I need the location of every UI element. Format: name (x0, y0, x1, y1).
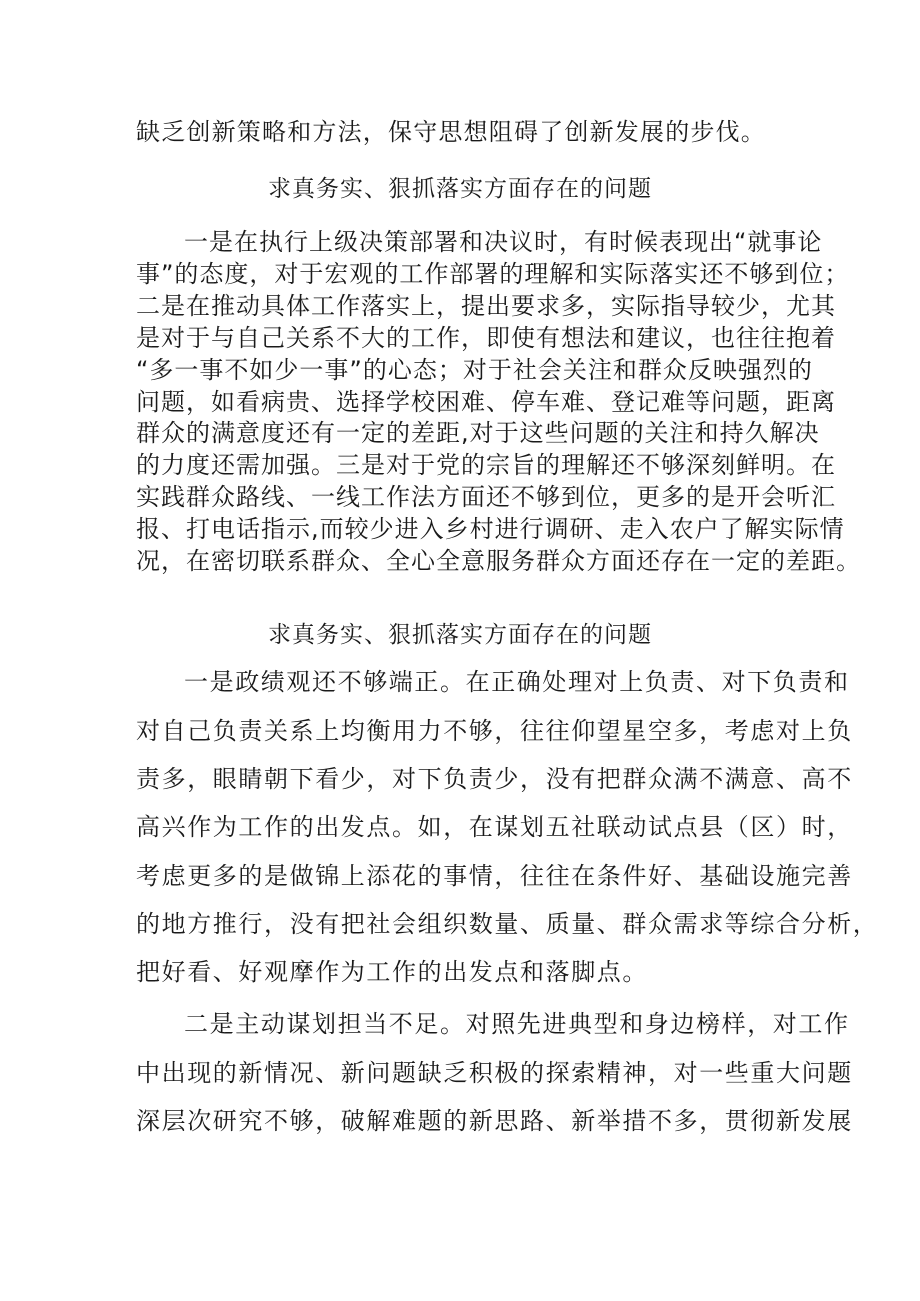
section1-line: “多一事不如少一事”的心态；对于社会关注和群众反映强烈的 (136, 356, 813, 384)
section2-line: 对自己负责关系上均衡用力不够，往往仰望星空多，考虑对上负 (136, 717, 853, 745)
section1-line: 是对于与自己关系不大的工作，即使有想法和建议，也往往抱着 (136, 324, 836, 352)
section1-line: 群众的满意度还有一定的差距,对于这些问题的关注和持久解决 (136, 419, 820, 447)
section1-line: 一是在执行上级决策部署和决议时，有时候表现出“就事论 (184, 228, 823, 256)
section1-line: 况，在密切联系群众、全心全意服务群众方面还存在一定的差距。 (136, 547, 861, 575)
section1-line: 实践群众路线、一线工作法方面还不够到位，更多的是开会听汇 (136, 483, 836, 511)
section1-heading: 求真务实、狠抓落实方面存在的问题 (268, 176, 652, 202)
section1-line: 二是在推动具体工作落实上，提出要求多，实际指导较少，尤其 (136, 292, 836, 320)
section2-line: 中出现的新情况、新问题缺乏积极的探索精神，对一些重大问题 (136, 1059, 853, 1087)
section2-heading: 求真务实、狠抓落实方面存在的问题 (268, 622, 652, 648)
section2-line: 一是政绩观还不够端正。在正确处理对上负责、对下负责和 (184, 668, 850, 696)
section2-line: 责多，眼睛朝下看少，对下负责少，没有把群众满不满意、高不 (136, 765, 853, 793)
section1-line: 的力度还需加强。三是对于党的宗旨的理解还不够深刻鲜明。在 (136, 451, 836, 479)
section1-line: 事”的态度，对于宏观的工作部署的理解和实际落实还不够到位； (136, 260, 850, 288)
section2-line: 深层次研究不够，破解难题的新思路、新举措不多，贯彻新发展 (136, 1107, 853, 1135)
continuation-line: 缺乏创新策略和方法，保守思想阻碍了创新发展的步伐。 (136, 118, 766, 146)
section2-line: 的地方推行，没有把社会组织数量、质量、群众需求等综合分析， (136, 910, 879, 938)
section1-line: 问题，如看病贵、选择学校困难、停车难、登记难等问题，距离 (136, 388, 836, 416)
section2-line: 二是主动谋划担当不足。对照先进典型和身边榜样，对工作 (184, 1010, 850, 1038)
section2-line: 把好看、好观摩作为工作的出发点和落脚点。 (136, 958, 648, 986)
section2-line: 考虑更多的是做锦上添花的事情，往往在条件好、基础设施完善 (136, 862, 853, 890)
section1-line: 报、打电话指示,而较少进入乡村进行调研、走入农户了解实际情 (136, 515, 845, 543)
section2-line: 高兴作为工作的出发点。如，在谋划五社联动试点县（区）时， (136, 813, 853, 841)
